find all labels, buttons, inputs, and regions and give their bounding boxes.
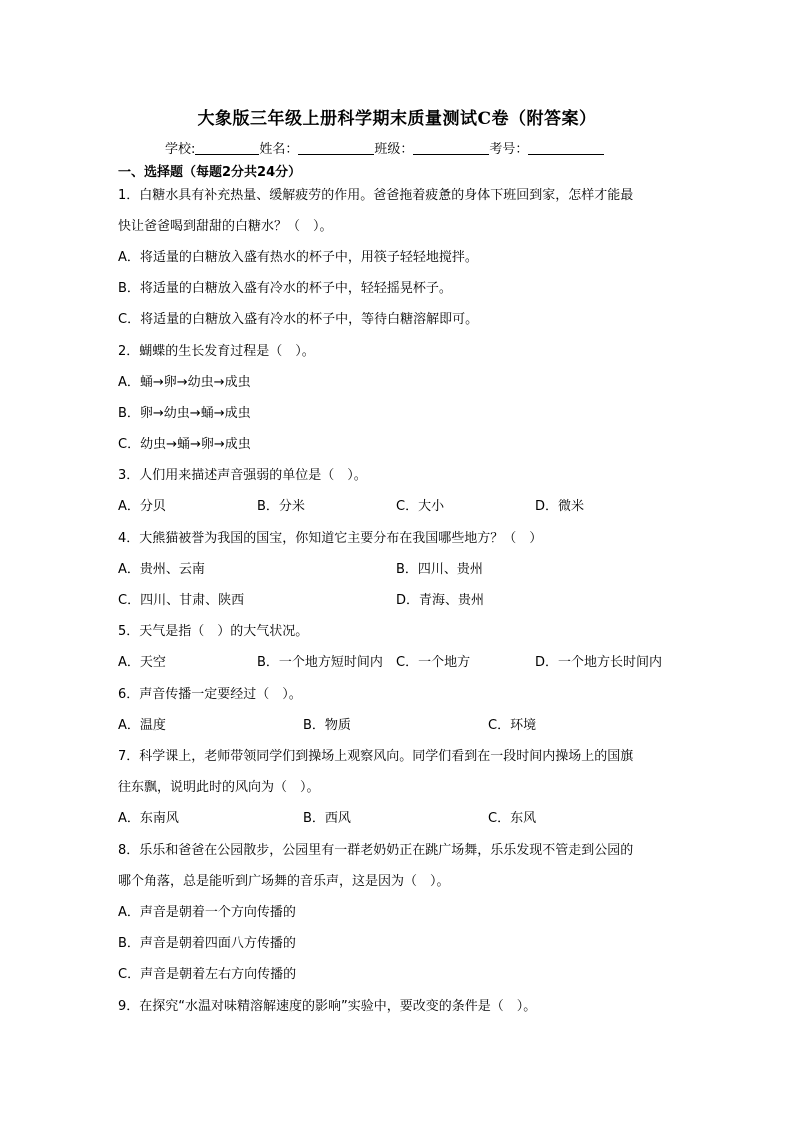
q6-stem: 6．声音传播一定要经过（ ）。 xyxy=(118,687,302,702)
q1-option-c: C．将适量的白糖放入盛有冷水的杯子中，等待白糖溶解即可。 xyxy=(118,312,479,327)
q9-stem: 9．在探究“水温对味精溶解速度的影响”实验中，要改变的条件是（ ）。 xyxy=(118,999,537,1014)
q4-option-a: A．贵州、云南 xyxy=(118,562,205,577)
name-blank[interactable] xyxy=(298,141,374,155)
school-blank[interactable] xyxy=(195,141,259,155)
q1-option-b: B．将适量的白糖放入盛有冷水的杯子中，轻轻摇晃杯子。 xyxy=(118,281,452,296)
q7-stem-line2: 往东飘，说明此时的风向为（ ）。 xyxy=(118,780,320,795)
class-blank[interactable] xyxy=(413,141,489,155)
q2-stem: 2．蝴蝶的生长发育过程是（ ）。 xyxy=(118,344,315,359)
q8-option-c: C．声音是朝着左右方向传播的 xyxy=(118,967,297,982)
q5-stem: 5．天气是指（ ）的大气状况。 xyxy=(118,624,309,639)
q6-option-a: A．温度 xyxy=(118,718,166,733)
q8-stem-line2: 哪个角落，总是能听到广场舞的音乐声，这是因为（ ）。 xyxy=(118,874,450,889)
q5-option-c: C．一个地方 xyxy=(396,655,471,670)
student-info-row xyxy=(165,138,604,157)
q7-option-c: C．东风 xyxy=(488,811,537,826)
q5-option-a: A．天空 xyxy=(118,655,166,670)
q5-option-d: D．一个地方长时间内 xyxy=(535,655,663,670)
q8-stem-line1: 8．乐乐和爸爸在公园散步，公园里有一群老奶奶正在跳广场舞，乐乐发现不管走到公园的 xyxy=(118,843,634,858)
section-heading: 一、选择题（每题2分共24分） xyxy=(118,165,302,180)
exam-no-blank[interactable] xyxy=(528,141,604,155)
q6-option-c: C．环境 xyxy=(488,718,537,733)
q6-option-b: B．物质 xyxy=(303,718,351,733)
q5-option-b: B．一个地方短时间内 xyxy=(257,655,383,670)
q1-stem-line2: 快让爸爸喝到甜甜的白糖水？（ ）。 xyxy=(118,219,333,234)
q8-option-b: B．声音是朝着四面八方传播的 xyxy=(118,936,296,951)
school-label: 学校: xyxy=(165,142,196,157)
exam-no-label: 考号： xyxy=(489,142,529,157)
q3-option-d: D．微米 xyxy=(535,499,585,514)
page-title: 大象版三年级上册科学期末质量测试C卷（附答案） xyxy=(197,109,597,129)
q2-option-a: A．蛹→卵→幼虫→成虫 xyxy=(118,375,251,390)
q1-option-a: A．将适量的白糖放入盛有热水的杯子中，用筷子轻轻地搅拌。 xyxy=(118,250,478,265)
q3-option-b: B．分米 xyxy=(257,499,305,514)
q1-stem-line1: 1．白糖水具有补充热量、缓解疲劳的作用。爸爸拖着疲惫的身体下班回到家，怎样才能最 xyxy=(118,188,634,203)
q3-option-c: C．大小 xyxy=(396,499,445,514)
q8-option-a: A．声音是朝着一个方向传播的 xyxy=(118,905,296,920)
q7-option-a: A．东南风 xyxy=(118,811,179,826)
q4-option-b: B．四川、贵州 xyxy=(396,562,483,577)
q2-option-c: C．幼虫→蛹→卵→成虫 xyxy=(118,437,251,452)
q3-option-a: A．分贝 xyxy=(118,499,166,514)
q4-option-c: C．四川、甘肃、陕西 xyxy=(118,593,245,608)
q2-option-b: B．卵→幼虫→蛹→成虫 xyxy=(118,406,251,421)
q7-stem-line1: 7．科学课上，老师带领同学们到操场上观察风向。同学们看到在一段时间内操场上的国旗 xyxy=(118,749,634,764)
q7-option-b: B．西风 xyxy=(303,811,351,826)
q3-stem: 3．人们用来描述声音强弱的单位是（ ）。 xyxy=(118,468,367,483)
q4-stem: 4．大熊猫被誉为我国的国宝，你知道它主要分布在我国哪些地方？（ ） xyxy=(118,531,543,546)
q4-option-d: D．青海、贵州 xyxy=(396,593,485,608)
name-label: 姓名： xyxy=(259,142,299,157)
class-label: 班级： xyxy=(374,142,414,157)
